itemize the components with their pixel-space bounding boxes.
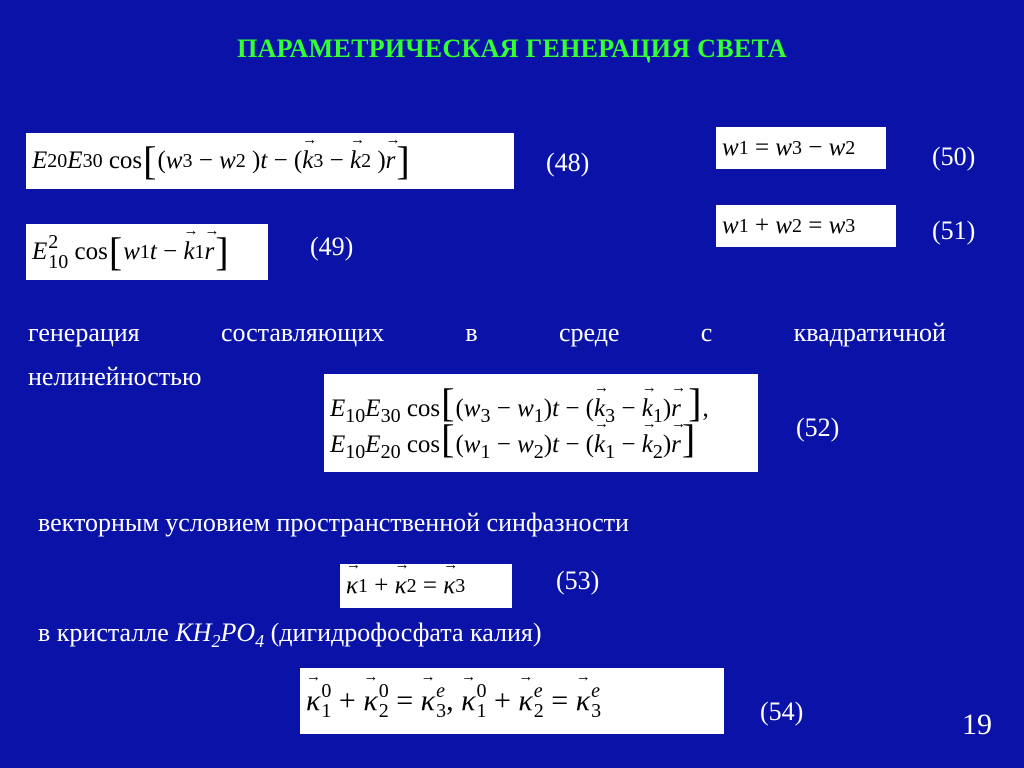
equation-number-51: (51) <box>932 216 976 245</box>
word: составляющих <box>220 318 385 347</box>
equation-number-53: (53) <box>556 566 600 595</box>
word: с <box>700 318 713 347</box>
crystal-prefix: в кристалле <box>38 618 176 647</box>
word: в <box>465 318 478 347</box>
equation-number-52: (52) <box>796 413 840 442</box>
equation-number-49: (49) <box>310 232 354 261</box>
slide-title: ПАРАМЕТРИЧЕСКАЯ ГЕНЕРАЦИЯ СВЕТА <box>237 34 787 63</box>
word: среде <box>558 318 620 347</box>
crystal-suffix: (дигидрофосфата калия) <box>264 618 542 647</box>
equation-number-48: (48) <box>546 148 590 177</box>
formula-52-line2: $E_{10}E_{20}$ $\cos[(w_1 - w_2)t$ − (→ $k_1$ − → $k_2)\to r$] <box>330 423 696 459</box>
word: генерация <box>28 318 140 347</box>
word: квадратичной <box>793 318 946 347</box>
formula-51: w 1 + w 2 = w 3 <box>716 205 896 247</box>
crystal-formula: $KH_2PO_4$ <box>175 618 265 652</box>
text-line-nonlinearity: нелинейностью <box>28 362 202 391</box>
page-number: 19 <box>962 708 992 741</box>
text-vector-condition: векторным условием пространственной синфазности <box>38 508 629 537</box>
formula-48: E 20 E 30 cos [ ( w 3 − w 2 ) t − ( → k 3 − → k 2 ) → r ] <box>26 133 514 189</box>
formula-52 <box>324 374 758 472</box>
equation-number-54: (54) <box>760 697 804 726</box>
formula-53: → κ 1 + → κ 2 = → κ 3 <box>340 564 512 608</box>
formula-52-line1: $E_{10}E_{30}$ $\cos[(w_3 - w_1)t$ − (→ $k_3$ − → $k_1)\to r$ ], <box>330 387 709 423</box>
equation-number-50: (50) <box>932 142 976 171</box>
formula-49: E 2 10 cos [ w 1 t − → k 1 → r ] <box>26 224 268 280</box>
text-line-generation <box>28 318 946 348</box>
formula-54: → κ 0 1 + → κ 0 2 = → κ e 3 , → κ 0 1 + → κ e 2 = → κ e 3 <box>300 668 724 734</box>
formula-50: w 1 = w 3 − w 2 <box>716 127 886 169</box>
text-crystal <box>38 618 542 652</box>
